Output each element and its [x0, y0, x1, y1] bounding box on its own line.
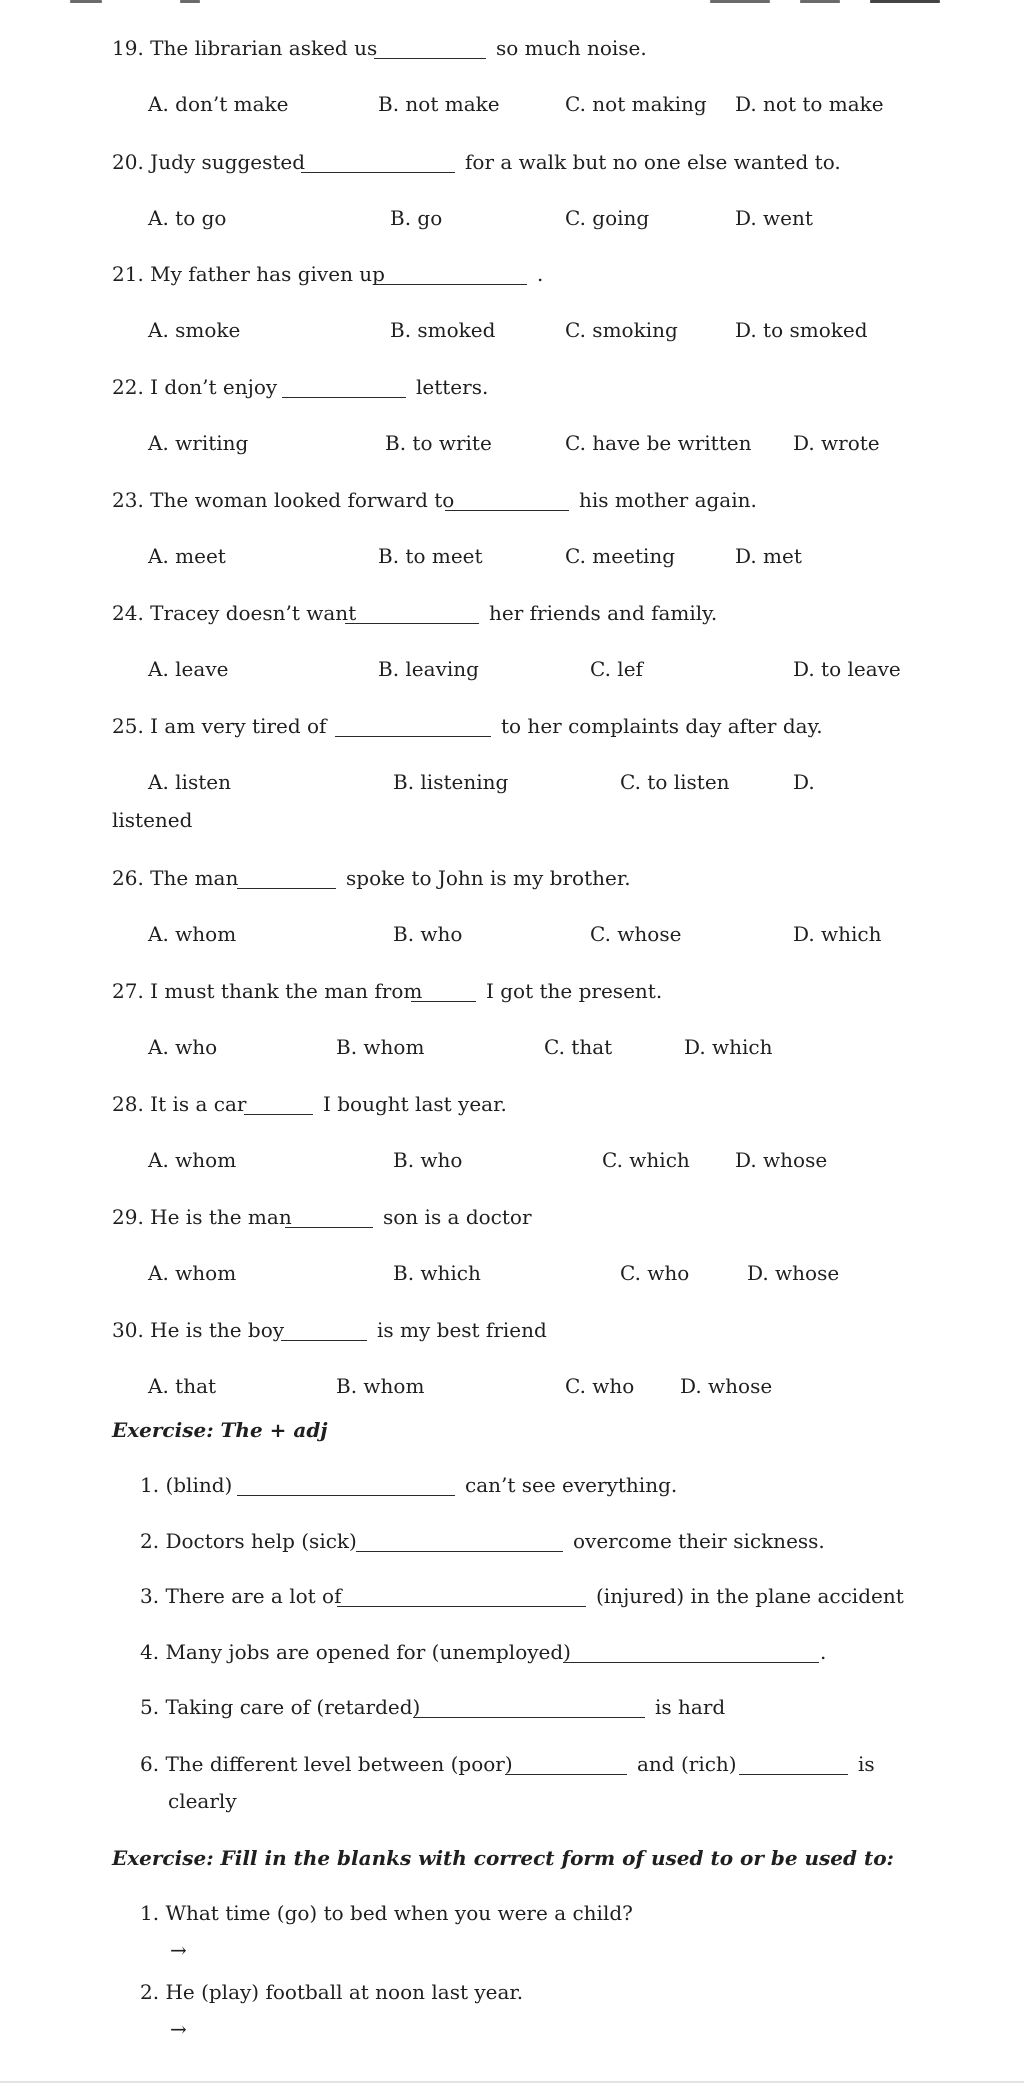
- question-28: [112, 1092, 246, 1116]
- answer-blank[interactable]: [739, 1756, 848, 1775]
- answer-option[interactable]: A. listen: [148, 770, 231, 794]
- question-stem-end: to her complaints day after day.: [501, 714, 823, 738]
- exercise-item-wrap: clearly: [168, 1789, 237, 1813]
- exercise-item-text: 2. Doctors help (sick): [140, 1529, 357, 1553]
- answer-option[interactable]: D. to smoked: [735, 318, 868, 342]
- answer-option[interactable]: A. whom: [148, 922, 237, 946]
- question-stem-end: I got the present.: [486, 979, 663, 1003]
- question-23: [112, 488, 454, 512]
- answer-option[interactable]: A. whom: [148, 1148, 237, 1172]
- answer-option[interactable]: A. writing: [148, 431, 249, 455]
- answer-option[interactable]: B. go: [390, 206, 443, 230]
- question-stem-end: his mother again.: [579, 488, 757, 512]
- answer-blank[interactable]: [413, 1699, 645, 1718]
- exercise-item-text: 1. What time (go) to bed when you were a child?: [140, 1901, 633, 1925]
- question-25: [112, 714, 326, 738]
- answer-option[interactable]: B. which: [393, 1261, 481, 1285]
- question-stem: My father has given up: [150, 262, 385, 286]
- answer-option[interactable]: D. met: [735, 544, 802, 568]
- exercise-item-text: is hard: [655, 1695, 726, 1719]
- answer-option[interactable]: D. went: [735, 206, 813, 230]
- question-stem: I must thank the man from: [150, 979, 423, 1003]
- question-number: 28.: [112, 1092, 144, 1116]
- answer-option[interactable]: C. which: [602, 1148, 690, 1172]
- question-19: [112, 36, 377, 60]
- answer-option[interactable]: A. leave: [148, 657, 229, 681]
- question-stem: Tracey doesn’t want: [150, 601, 357, 625]
- answer-blank[interactable]: [345, 605, 479, 624]
- answer-blank[interactable]: [301, 154, 455, 173]
- question-number: 20.: [112, 150, 144, 174]
- answer-option[interactable]: C. who: [620, 1261, 690, 1285]
- question-24: [112, 601, 356, 625]
- question-number: 21.: [112, 262, 144, 286]
- question-stem: The man: [150, 866, 239, 890]
- answer-blank[interactable]: [285, 1209, 373, 1228]
- answer-option[interactable]: D.: [793, 770, 815, 794]
- question-stem-end: so much noise.: [496, 36, 647, 60]
- question-number: 22.: [112, 375, 144, 399]
- exercise-item-text: 4. Many jobs are opened for (unemployed): [140, 1640, 571, 1664]
- answer-option[interactable]: D. whose: [735, 1148, 828, 1172]
- question-29: [112, 1205, 292, 1229]
- answer-option[interactable]: C. whose: [590, 922, 682, 946]
- answer-option[interactable]: B. smoked: [390, 318, 496, 342]
- question-stem-end: spoke to John is my brother.: [346, 866, 631, 890]
- answer-blank[interactable]: [445, 492, 569, 511]
- question-stem-end: is my best friend: [377, 1318, 547, 1342]
- question-stem-end: for a walk but no one else wanted to.: [465, 150, 841, 174]
- answer-option[interactable]: C. have be written: [565, 431, 752, 455]
- answer-option[interactable]: A. meet: [148, 544, 226, 568]
- answer-blank[interactable]: [411, 983, 476, 1002]
- question-stem: The woman looked forward to: [150, 488, 455, 512]
- answer-blank[interactable]: [505, 1756, 627, 1775]
- answer-option[interactable]: C. to listen: [620, 770, 730, 794]
- answer-option[interactable]: D. whose: [747, 1261, 840, 1285]
- question-30: [112, 1318, 284, 1342]
- answer-option[interactable]: B. to write: [385, 431, 492, 455]
- exercise-item-text: is: [858, 1752, 875, 1776]
- answer-option[interactable]: C. not making: [565, 92, 707, 116]
- question-stem: I am very tired of: [150, 714, 327, 738]
- answer-option[interactable]: A. smoke: [148, 318, 241, 342]
- question-stem: The librarian asked us: [150, 36, 378, 60]
- answer-option[interactable]: B. who: [393, 1148, 463, 1172]
- question-stem-end: her friends and family.: [489, 601, 718, 625]
- question-26: [112, 866, 238, 890]
- answer-option[interactable]: C. lef: [590, 657, 643, 681]
- question-stem-end: .: [537, 262, 544, 286]
- question-22: [112, 375, 277, 399]
- answer-blank[interactable]: [244, 1096, 313, 1115]
- exercise-item-text: and (rich): [637, 1752, 737, 1776]
- question-number: 25.: [112, 714, 144, 738]
- exercise-item-text: overcome their sickness.: [573, 1529, 825, 1553]
- answer-option[interactable]: B. not make: [378, 92, 500, 116]
- page-bottom-edge: [0, 2081, 1024, 2083]
- answer-blank[interactable]: [337, 1588, 586, 1607]
- answer-blank[interactable]: [563, 1644, 819, 1663]
- answer-blank[interactable]: [237, 1477, 455, 1496]
- question-20: [112, 150, 305, 174]
- exercise-item-text: 6. The different level between (poor): [140, 1752, 513, 1776]
- question-stem-end: son is a doctor: [383, 1205, 532, 1229]
- answer-option[interactable]: D. which: [793, 922, 882, 946]
- answer-option-wrap[interactable]: listened: [112, 808, 193, 832]
- answer-option[interactable]: D. whose: [680, 1374, 773, 1398]
- answer-blank[interactable]: [237, 870, 336, 889]
- question-27: [112, 979, 422, 1003]
- answer-option[interactable]: A. don’t make: [148, 92, 289, 116]
- answer-option[interactable]: A. that: [148, 1374, 217, 1398]
- answer-option[interactable]: A. who: [148, 1035, 218, 1059]
- answer-option[interactable]: C. going: [565, 206, 650, 230]
- exercise-heading-used-to: Exercise: Fill in the blanks with correct form of used to or be used to:: [112, 1846, 894, 1870]
- top-scroll-strip: [0, 0, 1024, 8]
- question-stem-end: I bought last year.: [323, 1092, 507, 1116]
- answer-option[interactable]: B. leaving: [378, 657, 479, 681]
- exercise-item-text: 2. He (play) football at noon last year.: [140, 1980, 524, 2004]
- exercise-item-text: 1. (blind): [140, 1473, 233, 1497]
- question-number: 30.: [112, 1318, 144, 1342]
- question-stem: He is the man: [150, 1205, 292, 1229]
- question-stem-end: letters.: [416, 375, 489, 399]
- answer-arrow[interactable]: →: [170, 1938, 187, 1962]
- answer-blank[interactable]: [282, 379, 406, 398]
- answer-option[interactable]: B. whom: [336, 1374, 425, 1398]
- answer-option[interactable]: D. not to make: [735, 92, 884, 116]
- answer-option[interactable]: C. that: [544, 1035, 613, 1059]
- answer-option[interactable]: D. which: [684, 1035, 773, 1059]
- answer-option[interactable]: C. smoking: [565, 318, 678, 342]
- answer-blank[interactable]: [335, 718, 491, 737]
- question-number: 26.: [112, 866, 144, 890]
- answer-option[interactable]: A. whom: [148, 1261, 237, 1285]
- question-number: 24.: [112, 601, 144, 625]
- answer-blank[interactable]: [281, 1322, 367, 1341]
- answer-option[interactable]: A. to go: [148, 206, 227, 230]
- answer-blank[interactable]: [375, 266, 527, 285]
- answer-option[interactable]: B. listening: [393, 770, 509, 794]
- exercise-heading-the-adj: Exercise: The + adj: [112, 1418, 328, 1442]
- answer-option[interactable]: B. to meet: [378, 544, 483, 568]
- answer-option[interactable]: C. who: [565, 1374, 635, 1398]
- exercise-item-text: (injured) in the plane accident: [596, 1584, 904, 1608]
- question-number: 27.: [112, 979, 144, 1003]
- question-21: [112, 262, 385, 286]
- answer-option[interactable]: D. wrote: [793, 431, 880, 455]
- answer-option[interactable]: B. who: [393, 922, 463, 946]
- question-stem: I don’t enjoy: [150, 375, 278, 399]
- question-number: 23.: [112, 488, 144, 512]
- exercise-item-text: can’t see everything.: [465, 1473, 678, 1497]
- exercise-item-text: 5. Taking care of (retarded): [140, 1695, 421, 1719]
- answer-arrow[interactable]: →: [170, 2017, 187, 2041]
- question-stem: He is the boy: [150, 1318, 285, 1342]
- question-number: 19.: [112, 36, 144, 60]
- question-stem: Judy suggested: [150, 150, 306, 174]
- question-stem: It is a car: [150, 1092, 247, 1116]
- answer-option[interactable]: D. to leave: [793, 657, 901, 681]
- answer-blank[interactable]: [356, 1533, 563, 1552]
- exercise-item-text: .: [820, 1640, 827, 1664]
- question-number: 29.: [112, 1205, 144, 1229]
- answer-blank[interactable]: [374, 40, 486, 59]
- answer-option[interactable]: B. whom: [336, 1035, 425, 1059]
- exercise-item-text: 3. There are a lot of: [140, 1584, 342, 1608]
- answer-option[interactable]: C. meeting: [565, 544, 676, 568]
